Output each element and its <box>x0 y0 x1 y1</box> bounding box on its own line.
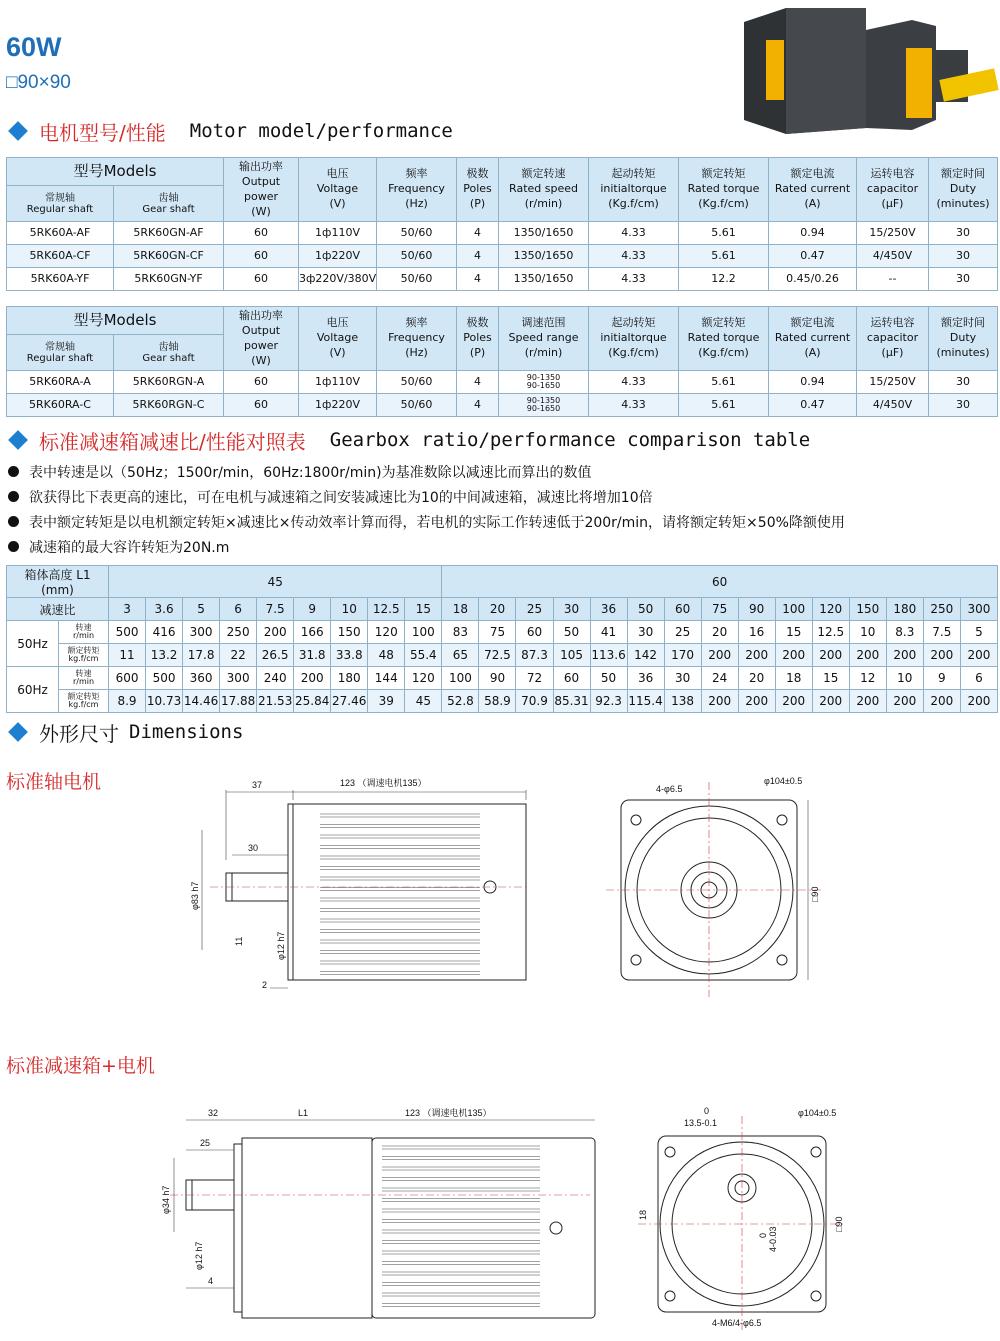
table-cell: 7.5 <box>257 598 294 621</box>
svg-text:11: 11 <box>234 936 244 946</box>
table-cell: 18 <box>775 667 812 690</box>
table-cell: 250 <box>220 621 257 644</box>
duty-header: 额定时间 Duty (minutes) <box>929 158 998 222</box>
torque-label: 额定转矩 kg.f/cm <box>59 690 109 713</box>
svg-text:□90: □90 <box>810 886 820 902</box>
table-cell: 250 <box>923 598 960 621</box>
table-cell: 12.5 <box>368 598 405 621</box>
diamond-bullet-icon <box>8 121 28 141</box>
svg-text:123 （调速电机135）: 123 （调速电机135） <box>340 778 427 788</box>
table-cell: 36 <box>627 667 664 690</box>
table-cell: 3.6 <box>146 598 183 621</box>
models-header: 型号Models <box>7 307 224 335</box>
diamond-bullet-icon <box>8 722 28 742</box>
table-cell: 16 <box>738 621 775 644</box>
section-title-cn: 电机型号/性能 <box>39 120 166 145</box>
table-cell: 85.31 <box>553 690 590 713</box>
table-cell: 200 <box>849 690 886 713</box>
table-cell: 50 <box>627 598 664 621</box>
table-cell: 12.5 <box>812 621 849 644</box>
table-cell: 600 <box>109 667 146 690</box>
rated-torque-header: 额定转矩 Rated torque (Kg.f/cm) <box>679 307 769 371</box>
motor-performance-table <box>6 157 998 291</box>
table-cell: 360 <box>183 667 220 690</box>
bullet-icon <box>8 516 19 527</box>
table-cell: 15 <box>775 621 812 644</box>
table-cell: 8.3 <box>886 621 923 644</box>
table-cell: 416 <box>146 621 183 644</box>
table-cell: 65 <box>442 644 479 667</box>
table-cell: 200 <box>812 690 849 713</box>
table-cell: 10 <box>849 621 886 644</box>
gearbox-motor-heading: 标准减速箱+电机 <box>6 1055 155 1077</box>
standard-motor-side-drawing <box>180 770 540 1000</box>
table-cell: 48 <box>368 644 405 667</box>
notes-list <box>6 459 845 559</box>
table-cell: 200 <box>701 644 738 667</box>
bullet-icon <box>8 491 19 502</box>
svg-text:4-φ6.5: 4-φ6.5 <box>656 784 683 794</box>
table-cell: 200 <box>775 644 812 667</box>
table-cell: 25 <box>664 621 701 644</box>
table-cell: 240 <box>257 667 294 690</box>
table-cell: 17.88 <box>220 690 257 713</box>
table-cell: 500 <box>146 667 183 690</box>
table-cell: 300 <box>960 598 997 621</box>
table-cell: 6 <box>960 667 997 690</box>
table-cell: 120 <box>812 598 849 621</box>
section-title-en: Motor model/performance <box>189 120 453 142</box>
standard-shaft-heading: 标准轴电机 <box>6 771 102 793</box>
standard-motor-front-drawing <box>596 772 836 1002</box>
svg-text:2: 2 <box>262 980 268 990</box>
svg-text:L1: L1 <box>298 1108 309 1118</box>
capacitor-header: 运转电容 capacitor (μF) <box>857 307 929 371</box>
table-cell: 12 <box>849 667 886 690</box>
table-cell: 45 <box>405 690 442 713</box>
table-cell: 7.5 <box>923 621 960 644</box>
section-dims-heading <box>8 719 243 745</box>
table-cell: 26.5 <box>257 644 294 667</box>
svg-text:4-M6/4-φ6.5: 4-M6/4-φ6.5 <box>712 1318 762 1328</box>
table-cell: 58.9 <box>479 690 516 713</box>
table-cell: 25 <box>516 598 553 621</box>
table-cell: 83 <box>442 621 479 644</box>
table-row: 5RK60A-AF 5RK60GN-AF 60 1ф110V 50/60 4 1350/1650 4.33 5.61 0.94 15/250V 30 <box>7 222 998 245</box>
table-cell: 20 <box>701 621 738 644</box>
hz60-label: 60Hz <box>7 667 59 713</box>
table-cell: 138 <box>664 690 701 713</box>
table-cell: 300 <box>220 667 257 690</box>
table-cell: 9 <box>294 598 331 621</box>
table-cell: 92.3 <box>590 690 627 713</box>
table-cell: 13.2 <box>146 644 183 667</box>
duty-header: 额定时间 Duty (minutes) <box>929 307 998 371</box>
table-cell: 15 <box>405 598 442 621</box>
table-cell: 5 <box>183 598 220 621</box>
table-cell: 39 <box>368 690 405 713</box>
diamond-bullet-icon <box>8 430 28 450</box>
speed-header: 额定转速 Rated speed (r/min) <box>499 158 589 222</box>
table-cell: 200 <box>923 690 960 713</box>
section-title-cn: 标准减速箱减速比/性能对照表 <box>39 429 306 454</box>
svg-text:φ34 h7: φ34 h7 <box>161 1185 171 1214</box>
table-cell: 75 <box>479 621 516 644</box>
current-header: 额定电流 Rated current (A) <box>769 158 857 222</box>
table-cell: 90 <box>479 667 516 690</box>
table-cell: 11 <box>109 644 146 667</box>
table-row: 5RK60RA-A 5RK60RGN-A 60 1ф110V 50/60 4 90-1350 90-1650 4.33 5.61 0.94 15/250V 30 <box>7 371 998 394</box>
svg-text:□90: □90 <box>834 1216 844 1232</box>
table-row: 5RK60A-CF 5RK60GN-CF 60 1ф220V 50/60 4 1350/1650 4.33 5.61 0.47 4/450V 30 <box>7 245 998 268</box>
svg-text:0: 0 <box>704 1106 710 1116</box>
table-cell: 200 <box>886 690 923 713</box>
table-cell: 33.8 <box>331 644 368 667</box>
svg-text:φ104±0.5: φ104±0.5 <box>798 1108 837 1118</box>
table-cell: 200 <box>960 690 997 713</box>
gearbox-motor-side-drawing <box>150 1100 600 1325</box>
table-cell: 90 <box>738 598 775 621</box>
rated-torque-header: 额定转矩 Rated torque (Kg.f/cm) <box>679 158 769 222</box>
speed-label: 转速 r/min <box>59 667 109 690</box>
table-cell: 105 <box>553 644 590 667</box>
voltage-header: 电压 Voltage (V) <box>299 158 377 222</box>
bullet-icon <box>8 541 19 552</box>
table-cell: 30 <box>553 598 590 621</box>
svg-text:φ83 h7: φ83 h7 <box>190 881 200 910</box>
table-cell: 30 <box>664 667 701 690</box>
table-cell: 5 <box>960 621 997 644</box>
regular-shaft-header: 常规轴 Regular shaft <box>7 186 114 222</box>
svg-text:4-0.03: 4-0.03 <box>768 1226 778 1252</box>
table-cell: 8.9 <box>109 690 146 713</box>
speed-range-header: 调速范围 Speed range (r/min) <box>499 307 589 371</box>
ratio-label: 减速比 <box>7 598 109 621</box>
init-torque-header: 起动转矩 initialtorque (Kg.f/cm) <box>589 158 679 222</box>
svg-text:32: 32 <box>208 1108 219 1118</box>
table-cell: 55.4 <box>405 644 442 667</box>
list-item: 表中转速是以（50Hz；1500r/min，60Hz:1800r/min)为基准数除以减速比而算出的数值 <box>6 459 845 484</box>
voltage-header: 电压 Voltage (V) <box>299 307 377 371</box>
poles-header: 极数 Poles (P) <box>457 307 499 371</box>
table-cell: 200 <box>294 667 331 690</box>
section-motor-heading <box>8 118 453 144</box>
table-cell: 180 <box>886 598 923 621</box>
svg-text:φ12 h7: φ12 h7 <box>276 931 286 960</box>
table-cell: 24 <box>701 667 738 690</box>
table-cell: 3 <box>109 598 146 621</box>
table-cell: 300 <box>183 621 220 644</box>
table-cell: 6 <box>220 598 257 621</box>
gear-ratio-table <box>6 565 998 713</box>
frequency-header: 频率 Frequency (Hz) <box>377 307 457 371</box>
table-cell: 50 <box>590 667 627 690</box>
list-item: 欲获得比下表更高的速比，可在电机与减速箱之间安装减速比为10的中间减速箱，减速比将增加10倍 <box>6 484 845 509</box>
table-cell: 72.5 <box>479 644 516 667</box>
table-cell: 200 <box>849 644 886 667</box>
table-row: 5RK60A-YF 5RK60GN-YF 60 3ф220V/380V 50/60 4 1350/1650 4.33 12.2 0.45/0.26 -- 30 <box>7 268 998 291</box>
table-cell: 120 <box>368 621 405 644</box>
table-cell: 36 <box>590 598 627 621</box>
svg-text:18: 18 <box>638 1209 648 1220</box>
table-cell: 200 <box>886 644 923 667</box>
table-cell: 100 <box>442 667 479 690</box>
svg-text:φ12 h7: φ12 h7 <box>194 1241 204 1270</box>
table-cell: 150 <box>849 598 886 621</box>
svg-text:13.5-0.1: 13.5-0.1 <box>684 1118 718 1128</box>
torque-label: 额定转矩 kg.f/cm <box>59 644 109 667</box>
table-cell: 70.9 <box>516 690 553 713</box>
svg-text:123 （调速电机135）: 123 （调速电机135） <box>405 1108 492 1118</box>
table-cell: 500 <box>109 621 146 644</box>
section-title-cn: 外形尺寸 <box>39 721 119 746</box>
gear-shaft-header: 齿轴 Gear shaft <box>114 335 224 371</box>
table-cell: 10 <box>886 667 923 690</box>
table-cell: 27.46 <box>331 690 368 713</box>
list-item: 表中额定转矩是以电机额定转矩×减速比×传动效率计算而得，若电机的实际工作转速低于200r/min，请将额定转矩×50%降额使用 <box>6 509 845 534</box>
table-cell: 200 <box>960 644 997 667</box>
table-cell: 10.73 <box>146 690 183 713</box>
section-title-en: Gearbox ratio/performance comparison table <box>329 429 811 451</box>
motor-photo <box>736 0 1000 138</box>
table-cell: 30 <box>627 621 664 644</box>
models-header: 型号Models <box>7 158 224 186</box>
hz50-label: 50Hz <box>7 621 59 667</box>
table-cell: 113.6 <box>590 644 627 667</box>
table-cell: 200 <box>738 644 775 667</box>
table-cell: 87.3 <box>516 644 553 667</box>
table-cell: 20 <box>738 667 775 690</box>
current-header: 额定电流 Rated current (A) <box>769 307 857 371</box>
poles-header: 极数 Poles (P) <box>457 158 499 222</box>
table-cell: 166 <box>294 621 331 644</box>
svg-text:φ104±0.5: φ104±0.5 <box>764 776 803 786</box>
table-cell: 18 <box>442 598 479 621</box>
svg-text:30: 30 <box>248 843 259 853</box>
gear-shaft-header: 齿轴 Gear shaft <box>114 186 224 222</box>
table-row: 5RK60RA-C 5RK60RGN-C 60 1ф220V 50/60 4 90-1350 90-1650 4.33 5.61 0.47 4/450V 30 <box>7 394 998 417</box>
table-cell: 100 <box>775 598 812 621</box>
table-cell: 180 <box>331 667 368 690</box>
frequency-header: 频率 Frequency (Hz) <box>377 158 457 222</box>
table-cell: 120 <box>405 667 442 690</box>
init-torque-header: 起动转矩 initialtorque (Kg.f/cm) <box>589 307 679 371</box>
table-cell: 200 <box>738 690 775 713</box>
svg-text:25: 25 <box>200 1138 211 1148</box>
table-cell: 200 <box>701 690 738 713</box>
table-cell: 200 <box>923 644 960 667</box>
svg-text:0: 0 <box>758 1232 768 1238</box>
capacitor-header: 运转电容 capacitor (μF) <box>857 158 929 222</box>
table-cell: 115.4 <box>627 690 664 713</box>
power-header: 输出功率 Output power (W) <box>224 158 299 222</box>
table-cell: 20 <box>479 598 516 621</box>
table-cell: 41 <box>590 621 627 644</box>
page-title: 60W <box>6 32 62 62</box>
svg-text:4: 4 <box>208 1276 214 1286</box>
box-height-60: 60 <box>442 566 998 598</box>
svg-text:37: 37 <box>252 780 263 790</box>
section-gear-heading <box>8 427 810 453</box>
table-cell: 9 <box>923 667 960 690</box>
table-cell: 200 <box>775 690 812 713</box>
table-cell: 15 <box>812 667 849 690</box>
gearbox-motor-front-drawing <box>628 1102 850 1334</box>
table-cell: 52.8 <box>442 690 479 713</box>
section-title-en: Dimensions <box>129 721 244 743</box>
table-cell: 72 <box>516 667 553 690</box>
table-cell: 60 <box>664 598 701 621</box>
table-cell: 50 <box>553 621 590 644</box>
speed-control-motor-table <box>6 306 998 417</box>
bullet-icon <box>8 466 19 477</box>
table-cell: 10 <box>331 598 368 621</box>
power-header: 输出功率 Output power (W) <box>224 307 299 371</box>
table-cell: 200 <box>812 644 849 667</box>
table-cell: 17.8 <box>183 644 220 667</box>
frame-size: □90×90 <box>6 72 71 93</box>
table-cell: 31.8 <box>294 644 331 667</box>
table-cell: 100 <box>405 621 442 644</box>
table-cell: 142 <box>627 644 664 667</box>
table-cell: 60 <box>553 667 590 690</box>
table-cell: 60 <box>516 621 553 644</box>
table-cell: 150 <box>331 621 368 644</box>
list-item: 减速箱的最大容许转矩为20N.m <box>6 534 845 559</box>
box-height-label: 箱体高度 L1 (mm) <box>7 566 109 598</box>
table-cell: 144 <box>368 667 405 690</box>
table-cell: 75 <box>701 598 738 621</box>
table-cell: 170 <box>664 644 701 667</box>
table-cell: 25.84 <box>294 690 331 713</box>
speed-label: 转速 r/min <box>59 621 109 644</box>
table-cell: 14.46 <box>183 690 220 713</box>
box-height-45: 45 <box>109 566 442 598</box>
table-cell: 21.53 <box>257 690 294 713</box>
table-cell: 200 <box>257 621 294 644</box>
regular-shaft-header: 常规轴 Regular shaft <box>7 335 114 371</box>
table-cell: 22 <box>220 644 257 667</box>
